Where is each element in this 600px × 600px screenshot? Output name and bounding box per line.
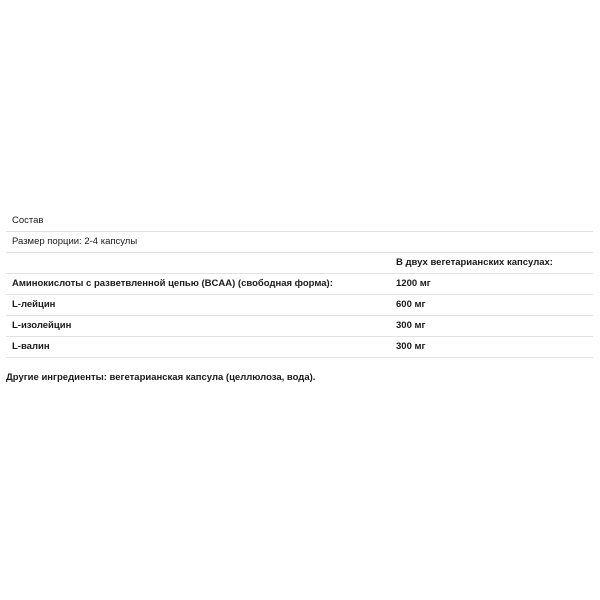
ingredient-amount: 300 мг — [390, 337, 593, 358]
table-row — [6, 316, 593, 337]
ingredient-name: Аминокислоты с разветвленной цепью (BCAA) (свободная форма): — [6, 274, 390, 295]
facts-table — [6, 211, 593, 358]
ingredient-amount: 300 мг — [390, 316, 593, 337]
table-row — [6, 211, 593, 232]
table-row — [6, 274, 593, 295]
amount-header: В двух вегетарианских капсулах: — [390, 253, 593, 274]
ingredient-amount: 600 мг — [390, 295, 593, 316]
empty-cell — [6, 253, 390, 274]
supplement-facts-table — [6, 211, 593, 358]
ingredient-name: L-валин — [6, 337, 390, 358]
facts-title: Состав — [12, 215, 44, 226]
ingredient-amount: 1200 мг — [390, 274, 593, 295]
table-row — [6, 253, 593, 274]
table-row — [6, 232, 593, 253]
table-row — [6, 337, 593, 358]
ingredient-name: L-лейцин — [6, 295, 390, 316]
ingredient-name: L-изолейцин — [6, 316, 390, 337]
serving-size: Размер порции: 2-4 капсулы — [6, 232, 593, 253]
other-ingredients: Другие ингредиенты: вегетарианская капсула (целлюлоза, вода). — [6, 372, 316, 383]
table-row — [6, 295, 593, 316]
